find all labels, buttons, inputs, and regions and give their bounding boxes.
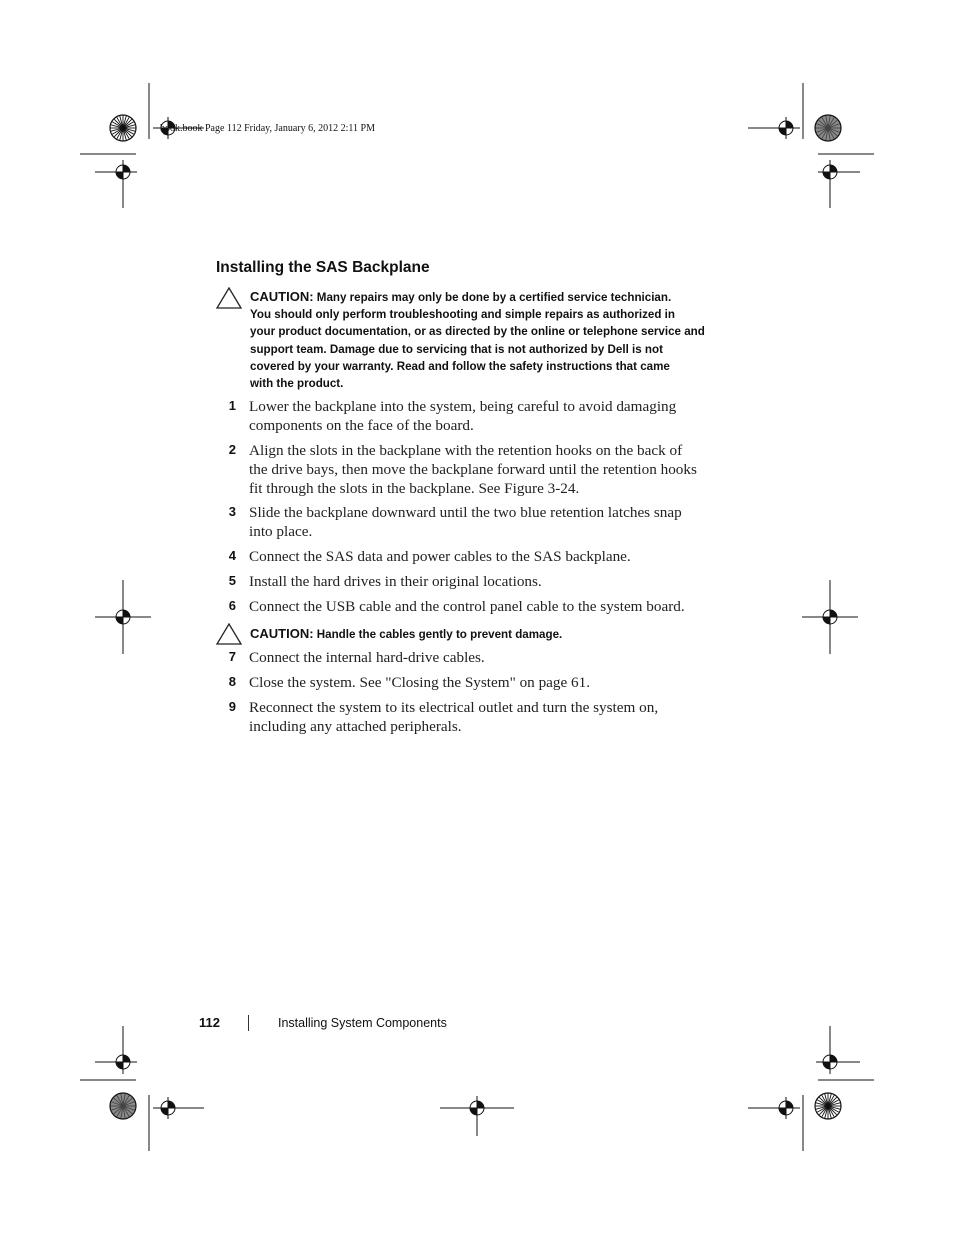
step-number: 7 <box>228 649 236 664</box>
step-line: including any attached peripherals. <box>249 718 462 735</box>
chapter-title: Installing System Components <box>278 1016 447 1030</box>
caution-line: You should only perform troubleshooting and simple repairs as authorized in <box>250 308 675 322</box>
step-line: Connect the USB cable and the control panel cable to the system board. <box>249 598 685 615</box>
step-line: Slide the backplane downward until the two blue retention latches snap <box>249 504 682 521</box>
step-line: Reconnect the system to its electrical outlet and turn the system on, <box>249 699 659 716</box>
step-number: 3 <box>228 504 236 519</box>
step-text <box>249 441 719 498</box>
caution-triangle-icon <box>216 287 242 309</box>
caution-label: CAUTION: <box>250 289 314 304</box>
step-line: Connect the SAS data and power cables to the SAS backplane. <box>249 548 631 565</box>
caution-line: with the product. <box>250 377 344 391</box>
caution-block-2 <box>250 625 730 643</box>
step-number: 1 <box>228 398 236 413</box>
caution-line: covered by your warranty. Read and follow the safety instructions that came <box>250 359 670 373</box>
caution-label: CAUTION: <box>250 626 314 641</box>
step-number: 4 <box>228 548 236 563</box>
step-text <box>249 698 719 736</box>
footer-divider <box>248 1015 249 1031</box>
step-number: 9 <box>228 699 236 714</box>
step-line: Connect the internal hard-drive cables. <box>249 649 485 666</box>
color-target-icon <box>815 115 841 141</box>
caution-line: your product documentation, or as directed by the online or telephone service and <box>250 325 705 339</box>
step-line: Install the hard drives in their original locations. <box>249 573 542 590</box>
step-text <box>249 597 719 616</box>
step-line: components on the face of the board. <box>249 417 474 434</box>
step-number: 6 <box>228 598 236 613</box>
caution-line: support team. Damage due to servicing that is not authorized by Dell is not <box>250 342 663 356</box>
step-text <box>249 547 719 566</box>
step-number: 5 <box>228 573 236 588</box>
color-target-icon <box>110 1093 136 1119</box>
step-text <box>249 503 719 541</box>
step-line: Align the slots in the backplane with the retention hooks on the back of <box>249 442 683 459</box>
step-number: 2 <box>228 442 236 457</box>
step-text <box>249 673 719 692</box>
color-target-icon <box>110 115 136 141</box>
step-line: Close the system. See "Closing the System" on page 61. <box>249 674 591 691</box>
header-slug: book.book Page 112 Friday, January 6, 2012 2:11 PM <box>160 123 375 134</box>
step-line: Lower the backplane into the system, being careful to avoid damaging <box>249 398 677 415</box>
caution-line: Handle the cables gently to prevent damage. <box>316 628 563 641</box>
page-number: 112 <box>199 1015 220 1030</box>
caution-triangle-icon <box>216 623 242 645</box>
step-line: fit through the slots in the backplane. See Figure 3-24. <box>249 480 580 497</box>
step-text <box>249 648 719 667</box>
caution-line: Many repairs may only be done by a certified service technician. <box>316 291 672 304</box>
caution-block-1 <box>250 288 730 392</box>
step-line: the drive bays, then move the backplane forward until the retention hooks <box>249 461 697 478</box>
step-number: 8 <box>228 674 236 689</box>
color-target-icon <box>815 1093 841 1119</box>
step-text <box>249 397 719 435</box>
step-line: into place. <box>249 523 313 540</box>
section-title: Installing the SAS Backplane <box>216 259 430 276</box>
step-text <box>249 572 719 591</box>
